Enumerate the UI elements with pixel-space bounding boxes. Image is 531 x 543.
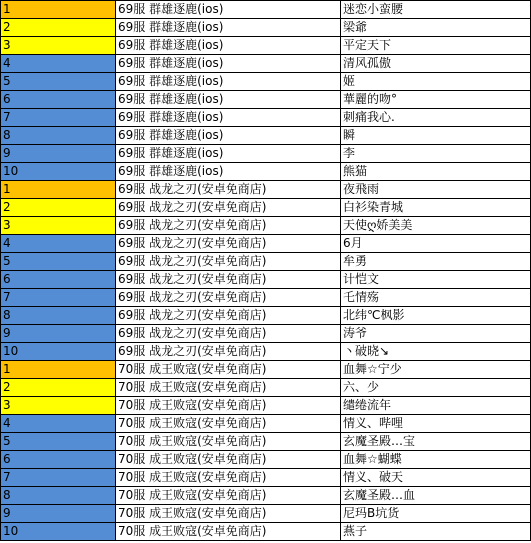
rank-cell: 9 [1,325,116,343]
rank-cell: 4 [1,55,116,73]
table-row [1,145,531,163]
server-cell: 70服 成王败寇(安卓免商店) [116,451,341,469]
table-row [1,217,531,235]
player-name-cell: 清风孤傲 [341,55,531,73]
table-row [1,271,531,289]
server-cell: 69服 战龙之刃(安卓免商店) [116,289,341,307]
player-name-cell: 北纬℃枫影 [341,307,531,325]
player-name-cell: 血舞☆蝴蝶 [341,451,531,469]
player-name-cell: 情义、破天 [341,469,531,487]
rank-cell: 1 [1,181,116,199]
rank-cell: 3 [1,217,116,235]
rank-cell: 9 [1,505,116,523]
table-row [1,379,531,397]
table-row [1,91,531,109]
rank-cell: 8 [1,487,116,505]
table-row [1,433,531,451]
rank-cell: 2 [1,199,116,217]
server-cell: 69服 战龙之刃(安卓免商店) [116,343,341,361]
server-cell: 69服 群雄逐鹿(ios) [116,91,341,109]
player-name-cell: 天使ღ娇美美 [341,217,531,235]
rank-cell: 2 [1,379,116,397]
rank-cell: 5 [1,253,116,271]
rank-cell: 6 [1,91,116,109]
server-cell: 70服 成王败寇(安卓免商店) [116,433,341,451]
player-name-cell: 熊猫 [341,163,531,181]
table-row [1,181,531,199]
server-cell: 69服 群雄逐鹿(ios) [116,55,341,73]
server-cell: 70服 成王败寇(安卓免商店) [116,379,341,397]
table-row [1,307,531,325]
rank-cell: 8 [1,127,116,145]
table-row [1,361,531,379]
server-cell: 69服 战龙之刃(安卓免商店) [116,271,341,289]
server-cell: 69服 群雄逐鹿(ios) [116,163,341,181]
rank-cell: 10 [1,163,116,181]
player-name-cell: 6月 [341,235,531,253]
rank-cell: 10 [1,343,116,361]
rank-cell: 7 [1,289,116,307]
table-row [1,109,531,127]
rank-cell: 7 [1,109,116,127]
rank-cell: 1 [1,1,116,19]
table-row [1,163,531,181]
table-row [1,199,531,217]
server-cell: 69服 战龙之刃(安卓免商店) [116,181,341,199]
rank-cell: 7 [1,469,116,487]
table-row [1,55,531,73]
server-cell: 69服 战龙之刃(安卓免商店) [116,199,341,217]
rank-cell: 3 [1,397,116,415]
player-name-cell: 姬 [341,73,531,91]
player-name-cell: 玄魔圣殿…血 [341,487,531,505]
table-row [1,415,531,433]
rank-cell: 5 [1,433,116,451]
table-row [1,469,531,487]
table-row [1,325,531,343]
rank-cell: 9 [1,145,116,163]
player-name-cell: 缱绻流年 [341,397,531,415]
player-name-cell: 李 [341,145,531,163]
table-row [1,397,531,415]
player-name-cell: 血舞☆宁少 [341,361,531,379]
server-cell: 69服 战龙之刃(安卓免商店) [116,217,341,235]
rank-cell: 6 [1,271,116,289]
server-cell: 69服 群雄逐鹿(ios) [116,109,341,127]
server-cell: 69服 群雄逐鹿(ios) [116,73,341,91]
rank-cell: 3 [1,37,116,55]
player-name-cell: 燕子 [341,523,531,541]
rank-cell: 4 [1,235,116,253]
player-name-cell: 玄魔圣殿…宝 [341,433,531,451]
player-name-cell: 计恺文 [341,271,531,289]
player-name-cell: 迷恋小蛮腰 [341,1,531,19]
player-name-cell: 白衫染青城 [341,199,531,217]
ranking-table-body [1,1,531,541]
server-cell: 70服 成王败寇(安卓免商店) [116,361,341,379]
rank-cell: 1 [1,361,116,379]
player-name-cell: 尼玛B坑货 [341,505,531,523]
table-row [1,289,531,307]
table-row [1,253,531,271]
table-row [1,127,531,145]
rank-cell: 4 [1,415,116,433]
player-name-cell: 夜飛雨 [341,181,531,199]
rank-cell: 2 [1,19,116,37]
player-name-cell: 情义、哔哩 [341,415,531,433]
player-name-cell: 平定天下 [341,37,531,55]
table-row [1,1,531,19]
table-row [1,487,531,505]
player-name-cell: 六、少 [341,379,531,397]
server-cell: 70服 成王败寇(安卓免商店) [116,505,341,523]
table-row [1,235,531,253]
table-row [1,343,531,361]
table-row [1,505,531,523]
server-cell: 69服 群雄逐鹿(ios) [116,37,341,55]
server-cell: 69服 战龙之刃(安卓免商店) [116,307,341,325]
rank-cell: 10 [1,523,116,541]
table-row [1,523,531,541]
table-row [1,37,531,55]
server-cell: 70服 成王败寇(安卓免商店) [116,487,341,505]
player-name-cell: 梁爺 [341,19,531,37]
table-row [1,73,531,91]
server-cell: 69服 群雄逐鹿(ios) [116,19,341,37]
rank-cell: 5 [1,73,116,91]
rank-cell: 6 [1,451,116,469]
server-cell: 69服 战龙之刃(安卓免商店) [116,235,341,253]
player-name-cell: 乇情殇 [341,289,531,307]
table-row [1,19,531,37]
server-cell: 70服 成王败寇(安卓免商店) [116,415,341,433]
table-row [1,451,531,469]
server-cell: 69服 群雄逐鹿(ios) [116,1,341,19]
server-cell: 69服 战龙之刃(安卓免商店) [116,253,341,271]
server-cell: 70服 成王败寇(安卓免商店) [116,523,341,541]
player-name-cell: 涛爷 [341,325,531,343]
player-name-cell: 牟勇 [341,253,531,271]
player-name-cell: 丶破晓↘ [341,343,531,361]
player-name-cell: 瞬 [341,127,531,145]
server-cell: 70服 成王败寇(安卓免商店) [116,469,341,487]
server-cell: 69服 群雄逐鹿(ios) [116,145,341,163]
rank-cell: 8 [1,307,116,325]
server-cell: 70服 成王败寇(安卓免商店) [116,397,341,415]
player-name-cell: 華麗的吻° [341,91,531,109]
server-cell: 69服 战龙之刃(安卓免商店) [116,325,341,343]
server-cell: 69服 群雄逐鹿(ios) [116,127,341,145]
player-name-cell: 刺痛我心. [341,109,531,127]
